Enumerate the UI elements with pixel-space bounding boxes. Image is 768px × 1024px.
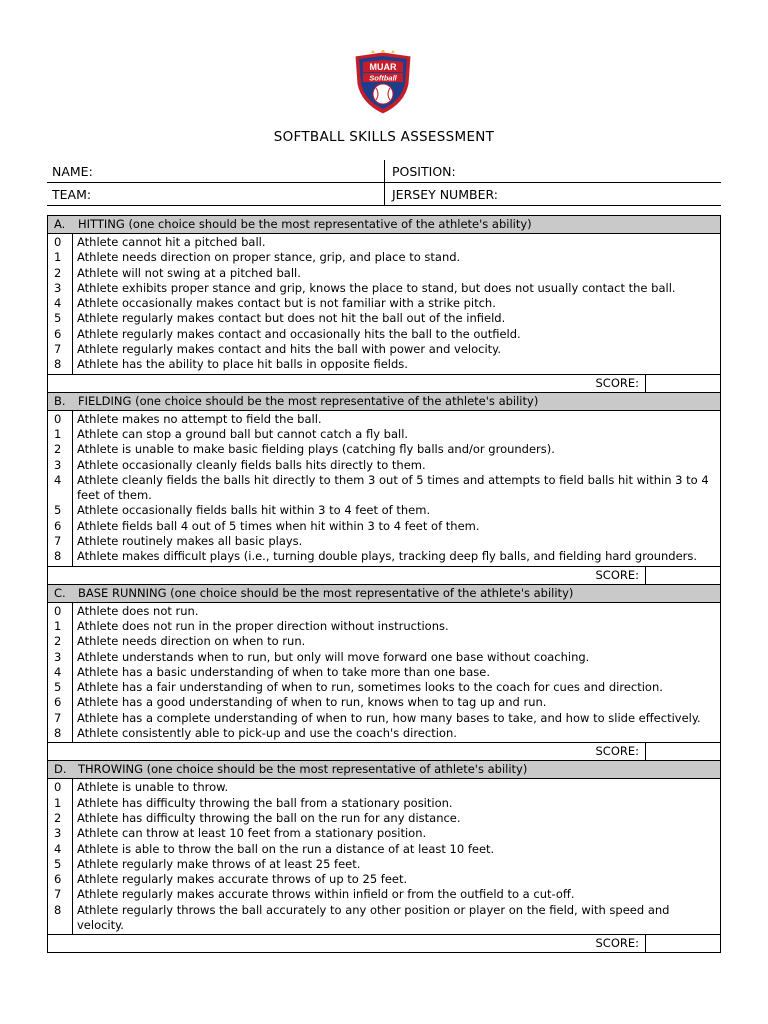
choice-text: Athlete occasionally cleanly fields balls hits directly to them. (77, 457, 426, 472)
choice-text: Athlete can throw at least 10 feet from a stationary position. (77, 826, 427, 841)
choice-text: Athlete understands when to run, but only will move forward one base without coaching. (77, 649, 590, 664)
choice-number: 8 (54, 549, 62, 564)
choice-list (48, 779, 720, 934)
page-title: SOFTBALL SKILLS ASSESSMENT (273, 129, 495, 145)
choice-text: Athlete has the ability to place hit balls in opposite fields. (77, 357, 408, 372)
section-heading-text: HITTING (one choice should be the most representative of the athlete's ability) (78, 217, 532, 231)
team-field[interactable]: TEAM: (52, 187, 92, 202)
choice-number: 8 (54, 902, 62, 917)
choice-text: Athlete is able to throw the ball on the run a distance of at least 10 feet. (77, 841, 495, 856)
choice-row[interactable] (48, 311, 720, 326)
choice-text: Athlete exhibits proper stance and grip, knows the place to stand, but does not usually contact the ball. (77, 280, 676, 295)
choice-number: 7 (54, 887, 62, 902)
choice-row[interactable] (48, 458, 720, 473)
choice-text: Athlete has a basic understanding of when to take more than one base. (77, 664, 490, 679)
athlete-info-table (47, 160, 721, 206)
choice-number: 3 (54, 280, 62, 295)
choice-row[interactable] (48, 250, 720, 265)
choice-text: Athlete has a good understanding of when to run, knows when to tag up and run. (77, 695, 547, 710)
choice-row[interactable] (48, 711, 720, 726)
choice-row[interactable] (48, 872, 720, 887)
choice-number: 4 (54, 841, 62, 856)
choice-row[interactable] (48, 281, 720, 296)
choice-row[interactable] (48, 357, 720, 372)
section-heading (48, 585, 720, 603)
section-heading-text: BASE RUNNING (one choice should be the most representative of the athlete's ability) (78, 585, 574, 600)
choice-list (48, 234, 720, 374)
score-label: SCORE: (595, 936, 639, 951)
score-input-box[interactable] (645, 743, 720, 760)
choice-number: 6 (54, 326, 62, 341)
choice-row[interactable] (48, 604, 720, 619)
jersey-number-field[interactable]: JERSEY NUMBER: (384, 183, 721, 205)
choice-row[interactable] (48, 327, 720, 342)
choice-row[interactable] (48, 634, 720, 649)
assessment-table (47, 215, 721, 953)
choice-number: 2 (54, 442, 62, 457)
choice-number: 1 (54, 426, 62, 441)
choice-row[interactable] (48, 826, 720, 841)
choice-row[interactable] (48, 619, 720, 634)
choice-number: 2 (54, 265, 62, 280)
choice-text: Athlete needs direction on proper stance, grip, and place to stand. (77, 250, 461, 265)
choice-number: 8 (54, 357, 62, 372)
choice-number: 6 (54, 872, 62, 887)
choice-list (48, 603, 720, 743)
score-row (48, 934, 720, 952)
choice-text: Athlete has a complete understanding of when to run, how many bases to take, and how to slide effectively. (77, 710, 701, 725)
choice-number: 0 (54, 411, 62, 426)
choice-text: Athlete needs direction on when to run. (77, 634, 306, 649)
choice-number: 5 (54, 311, 62, 326)
choice-row[interactable] (48, 903, 720, 934)
choice-number: 1 (54, 795, 62, 810)
choice-text: Athlete makes difficult plays (i.e., turning double plays, tracking deep fly balls, and fielding hard grounders. (77, 549, 698, 564)
choice-number: 2 (54, 810, 62, 825)
section-heading (48, 761, 720, 779)
section-heading (48, 393, 720, 411)
section-3 (48, 761, 720, 952)
choice-text: Athlete routinely makes all basic plays. (77, 534, 303, 549)
choice-number: 0 (54, 603, 62, 618)
choice-number: 5 (54, 503, 62, 518)
name-field[interactable]: NAME: (52, 164, 93, 179)
choice-row[interactable] (48, 857, 720, 872)
choice-row[interactable] (48, 811, 720, 826)
choice-text: Athlete does not run. (77, 603, 199, 618)
logo-text-muar: MUAR (369, 62, 397, 72)
score-row (48, 742, 720, 761)
logo-text-softball: Softball (369, 73, 397, 83)
choice-text: Athlete regularly makes accurate throws of up to 25 feet. (77, 872, 408, 887)
choice-text: Athlete regularly throws the ball accurately to any other position or player on the field, with speed and velocity. (77, 902, 670, 932)
choice-text: Athlete occasionally makes contact but is not familiar with a strike pitch. (77, 296, 496, 311)
section-1 (48, 393, 720, 585)
choice-number: 7 (54, 534, 62, 549)
choice-text: Athlete makes no attempt to field the ball. (77, 411, 322, 426)
muar-softball-logo (351, 50, 415, 116)
section-letter: D. (54, 762, 67, 777)
choice-text: Athlete regularly makes contact and occasionally hits the ball to the outfield. (77, 326, 521, 341)
choice-list (48, 411, 720, 566)
choice-row[interactable] (48, 780, 720, 795)
choice-row[interactable] (48, 266, 720, 281)
choice-text: Athlete has difficulty throwing the ball from a stationary position. (77, 795, 453, 810)
choice-text: Athlete consistently able to pick-up and use the coach's direction. (77, 726, 457, 741)
choice-row[interactable] (48, 235, 720, 250)
choice-number: 0 (54, 780, 62, 795)
choice-number: 0 (54, 235, 62, 249)
choice-row[interactable] (48, 296, 720, 311)
score-input-box[interactable] (645, 935, 720, 952)
choice-text: Athlete cannot hit a pitched ball. (77, 235, 266, 249)
choice-row[interactable] (48, 519, 720, 534)
choice-number: 5 (54, 856, 62, 871)
choice-number: 1 (54, 618, 62, 633)
choice-number: 6 (54, 518, 62, 533)
choice-text: Athlete fields ball 4 out of 5 times when hit within 3 to 4 feet of them. (77, 518, 480, 533)
score-label: SCORE: (595, 567, 639, 582)
section-letter: A. (54, 217, 66, 231)
choice-number: 7 (54, 342, 62, 357)
choice-text: Athlete regularly makes accurate throws within infield or from the outfield to a cut-off. (77, 887, 575, 902)
choice-number: 4 (54, 296, 62, 311)
score-input-box[interactable] (645, 375, 720, 392)
section-letter: C. (54, 585, 66, 600)
choice-text: Athlete will not swing at a pitched ball. (77, 265, 301, 280)
section-heading-text: FIELDING (one choice should be the most representative of the athlete's ability) (78, 393, 539, 408)
score-label: SCORE: (595, 375, 639, 390)
choice-row[interactable] (48, 442, 720, 457)
choice-row[interactable] (48, 726, 720, 741)
choice-text: Athlete can stop a ground ball but cannot catch a fly ball. (77, 426, 409, 441)
choice-number: 5 (54, 680, 62, 695)
choice-number: 2 (54, 634, 62, 649)
choice-row[interactable] (48, 549, 720, 564)
choice-number: 6 (54, 695, 62, 710)
choice-row[interactable] (48, 503, 720, 518)
section-heading-text: THROWING (one choice should be the most representative of athlete's ability) (78, 762, 528, 777)
choice-row[interactable] (48, 665, 720, 680)
score-row (48, 374, 720, 393)
choice-text: Athlete is unable to make basic fielding plays (catching fly balls and/or grounders). (77, 442, 555, 457)
choice-number: 3 (54, 457, 62, 472)
choice-row[interactable] (48, 473, 720, 504)
choice-row[interactable] (48, 695, 720, 710)
choice-number: 4 (54, 472, 62, 487)
choice-number: 8 (54, 726, 62, 741)
choice-number: 1 (54, 250, 62, 265)
choice-row[interactable] (48, 427, 720, 442)
choice-text: Athlete regularly makes contact but does not hit the ball out of the infield. (77, 311, 506, 326)
choice-row[interactable] (48, 650, 720, 665)
choice-row[interactable] (48, 534, 720, 549)
choice-text: Athlete occasionally fields balls hit within 3 to 4 feet of them. (77, 503, 431, 518)
choice-row[interactable] (48, 796, 720, 811)
choice-number: 3 (54, 826, 62, 841)
choice-number: 4 (54, 664, 62, 679)
choice-text: Athlete does not run in the proper direction without instructions. (77, 618, 449, 633)
score-label: SCORE: (595, 744, 639, 759)
choice-text: Athlete has difficulty throwing the ball on the run for any distance. (77, 810, 461, 825)
choice-number: 7 (54, 710, 62, 725)
choice-row[interactable] (48, 887, 720, 902)
section-heading (48, 216, 720, 234)
choice-text: Athlete is unable to throw. (77, 780, 229, 795)
choice-row[interactable] (48, 680, 720, 695)
score-row (48, 566, 720, 585)
choice-number: 3 (54, 649, 62, 664)
score-input-box[interactable] (645, 567, 720, 584)
choice-text: Athlete regularly makes contact and hits the ball with power and velocity. (77, 342, 502, 357)
position-field[interactable]: POSITION: (384, 160, 721, 182)
section-letter: B. (54, 393, 66, 408)
choice-text: Athlete regularly make throws of at least 25 feet. (77, 856, 361, 871)
choice-row[interactable] (48, 842, 720, 857)
section-0 (48, 216, 720, 393)
choice-row[interactable] (48, 342, 720, 357)
choice-text: Athlete cleanly fields the balls hit directly to them 3 out of 5 times and attempts to field balls hit within 3 to 4 feet of them. (77, 472, 709, 503)
choice-row[interactable] (48, 412, 720, 427)
section-2 (48, 585, 720, 762)
choice-text: Athlete has a fair understanding of when to run, sometimes looks to the coach for cues and direction. (77, 680, 663, 695)
